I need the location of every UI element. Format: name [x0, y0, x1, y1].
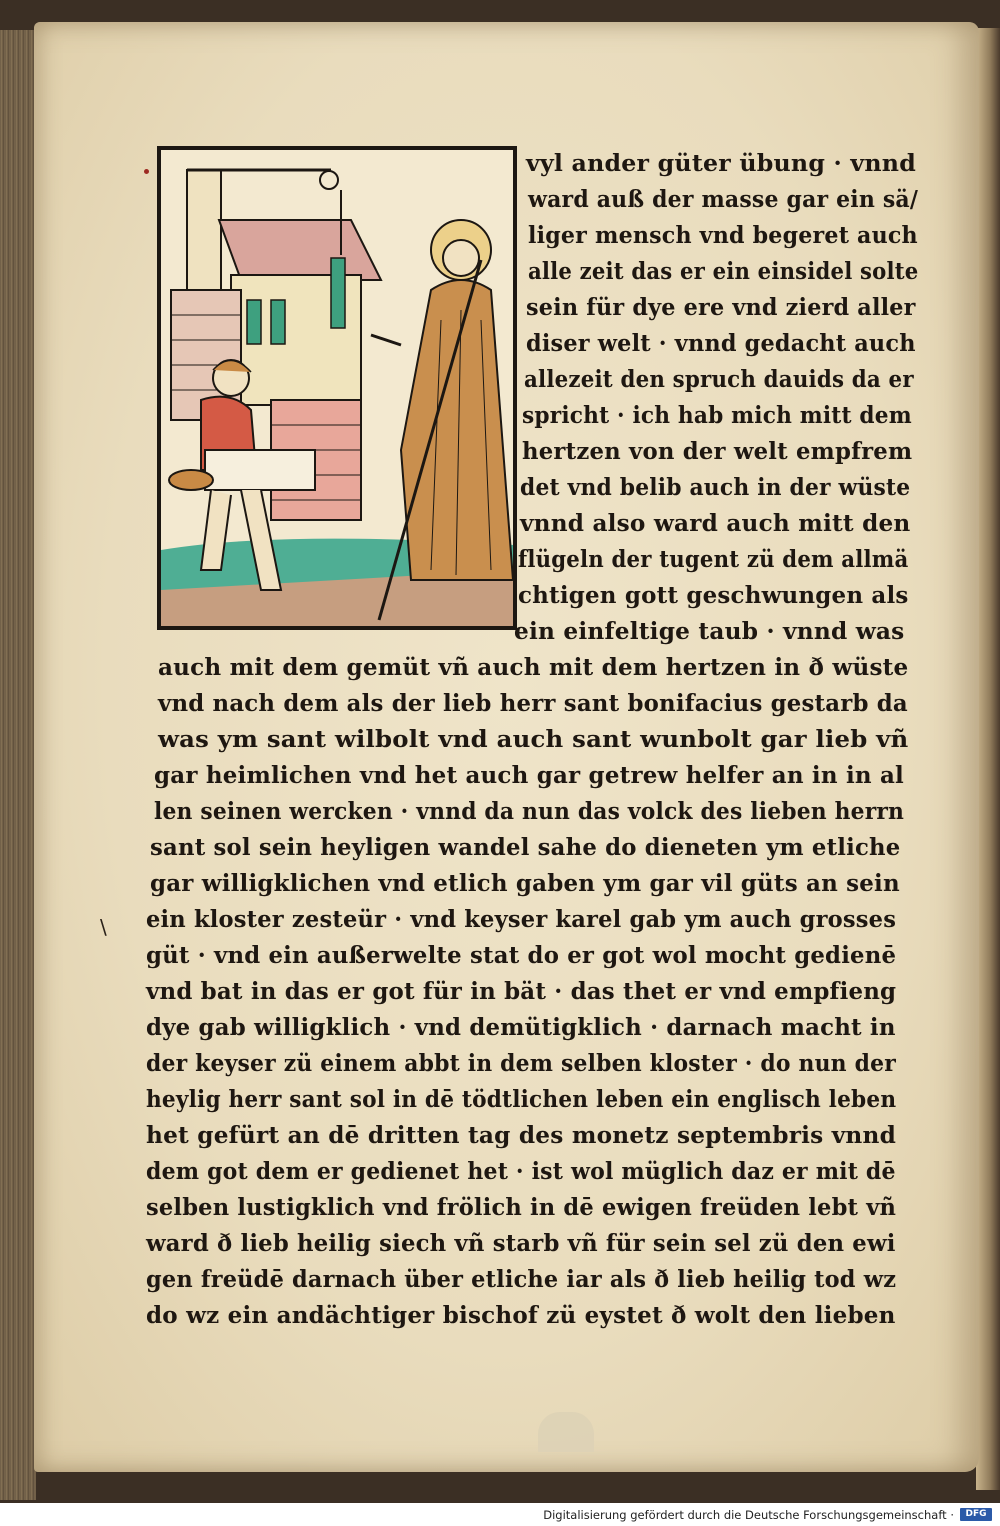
text-line: flügeln der tugent zü dem allmä [518, 546, 909, 573]
text-line: spricht · ich hab mich mitt dem [522, 402, 912, 429]
dfg-logo: DFG [960, 1508, 992, 1521]
footer-credit: Digitalisierung gefördert durch die Deutsche Forschungsgemeinschaft · [543, 1508, 954, 1522]
text-line: len seinen wercken · vnnd da nun das volck des lieben herrn [154, 798, 905, 825]
text-line: do wz ein andächtiger bischof zü eystet ð wolt den lieben [146, 1302, 896, 1329]
text-line: sein für dye ere vnd zierd aller [526, 294, 916, 321]
text-line: chtigen gott geschwungen als [518, 582, 909, 609]
text-line: sant sol sein heyligen wandel sahe do dieneten ym etliche [150, 834, 901, 861]
text-line: vyl ander güter übung · vnnd [526, 150, 916, 177]
text-line: auch mit dem gemüt vñ auch mit dem hertzen in ð wüste [158, 654, 909, 681]
text-line: selben lustigklich vnd frölich in dē ewigen freüden lebt vñ [146, 1194, 897, 1221]
text-line: dem got dem er gedienet het · ist wol müglich daz er mit dē [146, 1158, 896, 1185]
text-line: gar willigklichen vnd etlich gaben ym gar vil güts an sein [150, 870, 900, 897]
text-line: was ym sant wilbolt vnd auch sant wunbolt gar lieb vñ [158, 726, 909, 753]
text-line: het gefürt an dē dritten tag des monetz septembris vnnd [146, 1122, 897, 1149]
text-line: güt · vnd ein außerwelte stat do er got wol mocht gedienē [146, 942, 897, 969]
text-line: ein kloster zesteür · vnd keyser karel gab ym auch grosses [146, 906, 897, 933]
text-line: allezeit den spruch dauids da er [524, 366, 914, 393]
text-line: heylig herr sant sol in dē tödtlichen leben ein englisch leben [146, 1086, 897, 1113]
text-line: hertzen von der welt empfrem [522, 438, 913, 465]
text-line: liger mensch vnd begeret auch [528, 222, 918, 249]
text-line: vnnd also ward auch mitt den [520, 510, 911, 537]
text-line: ward ð lieb heilig siech vñ starb vñ für sein sel zü den ewi [146, 1230, 896, 1257]
text-line: vnd bat in das er got für in bät · das thet er vnd empfieng [146, 978, 897, 1005]
text-line: alle zeit das er ein einsidel solte [528, 258, 919, 285]
text-line: der keyser zü einem abbt in dem selben kloster · do nun der [146, 1050, 896, 1077]
margin-mark: \ [100, 915, 107, 939]
text-line: gen freüdē darnach über etliche iar als ð lieb heilig tod wz [146, 1266, 897, 1293]
text-line: diser welt · vnnd gedacht auch [526, 330, 916, 357]
text-line: gar heimlichen vnd het auch gar getrew helfer an in in al [154, 762, 904, 789]
footer [0, 1503, 1000, 1526]
text-line: ward auß der masse gar ein sä/ [528, 186, 919, 213]
text-line: det vnd belib auch in der wüste [520, 474, 911, 501]
text-line: ein einfeltige taub · vnnd was [514, 618, 905, 645]
text-line: vnd nach dem als der lieb herr sant bonifacius gestarb da [158, 690, 908, 717]
text-line: dye gab willigklich · vnd demütigklich · darnach macht in [146, 1014, 896, 1041]
